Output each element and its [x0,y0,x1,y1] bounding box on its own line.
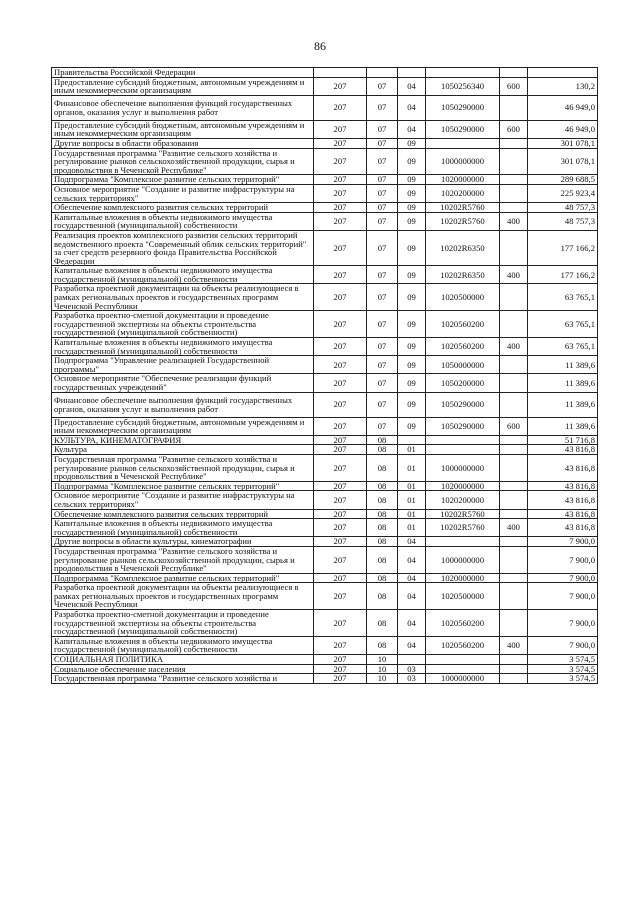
table-row [52,519,598,537]
row-expense-type [500,138,528,148]
row-section: 08 [367,546,398,573]
row-target-article [426,138,500,148]
row-subsection: 01 [398,445,426,455]
row-expense-type [500,356,528,374]
row-target-article: 10202R5760 [426,203,500,213]
row-subsection: 09 [398,230,426,265]
row-ved: 207 [314,546,367,573]
row-subsection: 09 [398,374,426,392]
row-ved: 207 [314,284,367,311]
table-row [52,435,598,445]
table-row [52,148,598,175]
row-subsection: 04 [398,120,426,138]
row-target-article: 1000000000 [426,674,500,684]
row-subsection: 09 [398,184,426,202]
row-expense-type: 400 [500,266,528,284]
row-name: Государственная программа "Развитие сельского хозяйства и регулирование рынков сельскохозяйственной продукции, сырья и продовольствия в Чеченской Республике" [52,454,314,481]
row-ved: 207 [314,445,367,455]
row-amount: 63 765,1 [528,311,598,338]
row-ved [314,68,367,78]
row-target-article: 1050290000 [426,417,500,435]
row-expense-type [500,68,528,78]
row-amount: 289 688,5 [528,175,598,185]
table-row [52,311,598,338]
row-expense-type [500,203,528,213]
row-ved: 207 [314,95,367,120]
row-ved: 207 [314,148,367,175]
row-ved: 207 [314,674,367,684]
row-subsection: 04 [398,573,426,583]
row-target-article: 1050290000 [426,392,500,417]
row-name: Реализация проектов комплексного развития сельских территорий ведомственного проекта "Современный облик сельских территорий" за счет средств резервного фонда Правительства Российской Федерации [52,230,314,265]
row-section: 08 [367,435,398,445]
row-name: Обеспечение комплексного развития сельских территорий [52,509,314,519]
row-target-article: 1020000000 [426,175,500,185]
table-row [52,120,598,138]
row-expense-type: 600 [500,77,528,95]
table-row [52,138,598,148]
row-subsection: 09 [398,175,426,185]
row-target-article: 10202R6350 [426,266,500,284]
row-ved: 207 [314,120,367,138]
row-target-article: 1020200000 [426,491,500,509]
row-name: Разработка проектной документации на объекты реализующиеся в рамках региональных проектов и государственных программ Чеченской Республики [52,583,314,610]
table-row [52,417,598,435]
row-name: КУЛЬТУРА, КИНЕМАТОГРАФИЯ [52,435,314,445]
row-name: Государственная программа "Развитие сельского хозяйства и [52,674,314,684]
row-subsection [398,435,426,445]
table-row [52,374,598,392]
row-subsection: 04 [398,636,426,654]
row-expense-type [500,491,528,509]
row-target-article: 1050290000 [426,95,500,120]
row-ved: 207 [314,374,367,392]
row-name: Государственная программа "Развитие сельского хозяйства и регулирование рынков сельскохозяйственной продукции, сырья и продовольствия в Чеченской Республике" [52,148,314,175]
row-name: Подпрограмма "Комплексное развитие сельских территорий" [52,573,314,583]
row-target-article [426,664,500,674]
row-amount: 11 389,6 [528,374,598,392]
row-name: Подпрограмма "Управление реализацией Государственной программы" [52,356,314,374]
table-row [52,655,598,665]
row-expense-type [500,148,528,175]
row-expense-type [500,537,528,547]
row-amount: 7 900,0 [528,583,598,610]
row-amount: 11 389,6 [528,392,598,417]
table-body [52,68,598,684]
row-amount: 7 900,0 [528,537,598,547]
row-subsection: 04 [398,537,426,547]
row-name: Финансовое обеспечение выполнения функций государственных органов, оказания услуг и выполнения работ [52,95,314,120]
row-expense-type [500,230,528,265]
row-section: 07 [367,230,398,265]
row-ved: 207 [314,454,367,481]
row-expense-type [500,284,528,311]
row-target-article: 1000000000 [426,148,500,175]
row-ved: 207 [314,417,367,435]
row-target-article: 10202R6350 [426,230,500,265]
row-name: Разработка проектно-сметной документации и проведение государственной экспертизы на объекты строительства государственной (муниципальной собственности) [52,311,314,338]
row-subsection: 09 [398,392,426,417]
row-ved: 207 [314,435,367,445]
row-name: Капитальные вложения в объекты недвижимого имущества государственной (муниципальной) собственности [52,519,314,537]
row-expense-type [500,664,528,674]
row-ved: 207 [314,573,367,583]
row-expense-type [500,610,528,637]
row-section: 10 [367,655,398,665]
row-ved: 207 [314,311,367,338]
row-section: 08 [367,573,398,583]
row-expense-type [500,435,528,445]
row-section: 07 [367,95,398,120]
row-name: Разработка проектно-сметной документации и проведение государственной экспертизы на объекты строительства государственной (муниципальной собственности) [52,610,314,637]
row-amount: 63 765,1 [528,284,598,311]
table-row [52,481,598,491]
row-section [367,68,398,78]
row-section: 08 [367,537,398,547]
table-row [52,509,598,519]
row-name: Основное мероприятие "Обеспечение реализации функций государственных учреждений" [52,374,314,392]
row-ved: 207 [314,203,367,213]
row-target-article: 10202R5760 [426,212,500,230]
row-ved: 207 [314,184,367,202]
row-subsection: 04 [398,95,426,120]
row-subsection: 03 [398,664,426,674]
table-row [52,212,598,230]
row-expense-type [500,573,528,583]
row-section: 07 [367,77,398,95]
row-amount: 46 949,0 [528,120,598,138]
row-ved: 207 [314,636,367,654]
table-row [52,230,598,265]
row-name: Капитальные вложения в объекты недвижимого имущества государственной (муниципальной) собственности [52,636,314,654]
row-section: 08 [367,481,398,491]
row-section: 08 [367,636,398,654]
row-name: Капитальные вложения в объекты недвижимого имущества государственной (муниципальной) собственности [52,212,314,230]
row-amount: 7 900,0 [528,546,598,573]
row-name: Обеспечение комплексного развития сельских территорий [52,203,314,213]
row-target-article: 1020200000 [426,184,500,202]
row-name: Другие вопросы в области культуры, кинематографии [52,537,314,547]
row-section: 07 [367,311,398,338]
row-amount: 63 765,1 [528,338,598,356]
table-row [52,537,598,547]
row-ved: 207 [314,266,367,284]
row-target-article [426,655,500,665]
row-target-article: 1020560200 [426,610,500,637]
table-row [52,266,598,284]
row-expense-type [500,374,528,392]
row-expense-type: 600 [500,417,528,435]
row-section: 07 [367,148,398,175]
row-subsection: 09 [398,356,426,374]
row-subsection: 03 [398,674,426,684]
row-section: 07 [367,184,398,202]
row-target-article: 1020560200 [426,311,500,338]
row-expense-type [500,175,528,185]
row-target-article: 1020000000 [426,481,500,491]
table-row [52,573,598,583]
page-number: 86 [314,39,326,53]
row-ved: 207 [314,509,367,519]
row-target-article: 1050290000 [426,120,500,138]
row-subsection: 04 [398,583,426,610]
row-name: Государственная программа "Развитие сельского хозяйства и регулирование рынков сельскохозяйственной продукции, сырья и продовольствия в Чеченской Республике" [52,546,314,573]
row-section: 08 [367,454,398,481]
row-ved: 207 [314,491,367,509]
row-ved: 207 [314,230,367,265]
row-ved: 207 [314,356,367,374]
row-expense-type: 400 [500,338,528,356]
row-ved: 207 [314,655,367,665]
row-section: 07 [367,138,398,148]
row-section: 07 [367,266,398,284]
row-subsection: 09 [398,284,426,311]
row-name: Социальное обеспечение населения [52,664,314,674]
row-amount: 48 757,3 [528,203,598,213]
row-section: 07 [367,392,398,417]
row-name: Другие вопросы в области образования [52,138,314,148]
row-target-article: 10202R5760 [426,519,500,537]
row-ved: 207 [314,583,367,610]
row-ved: 207 [314,175,367,185]
row-amount: 7 900,0 [528,573,598,583]
row-section: 07 [367,356,398,374]
table-row [52,203,598,213]
row-subsection: 01 [398,481,426,491]
row-amount: 48 757,3 [528,212,598,230]
row-subsection: 01 [398,454,426,481]
table-row [52,445,598,455]
row-expense-type [500,95,528,120]
table-row [52,583,598,610]
row-ved: 207 [314,537,367,547]
row-subsection: 09 [398,138,426,148]
row-section: 10 [367,674,398,684]
table-row [52,392,598,417]
row-section: 07 [367,374,398,392]
row-amount: 43 816,8 [528,445,598,455]
row-name: Предоставление субсидий бюджетным, автономным учреждениям и иным некоммерческим организациям [52,77,314,95]
row-subsection: 04 [398,610,426,637]
row-name: Культура [52,445,314,455]
row-target-article [426,435,500,445]
row-target-article: 1020000000 [426,573,500,583]
row-subsection: 01 [398,509,426,519]
row-expense-type: 400 [500,212,528,230]
row-section: 07 [367,417,398,435]
row-amount: 43 816,8 [528,481,598,491]
row-amount: 3 574,5 [528,655,598,665]
row-section: 07 [367,175,398,185]
row-subsection [398,655,426,665]
row-expense-type [500,583,528,610]
table-row [52,175,598,185]
row-ved: 207 [314,610,367,637]
row-target-article [426,537,500,547]
table-row [52,338,598,356]
budget-table [51,67,598,684]
row-expense-type [500,184,528,202]
table-row [52,356,598,374]
row-name: Разработка проектной документации на объекты реализующиеся в рамках региональных проектов и государственных программ Чеченской Республики [52,284,314,311]
table-row [52,664,598,674]
row-section: 08 [367,519,398,537]
row-expense-type: 400 [500,519,528,537]
row-name: Предоставление субсидий бюджетным, автономным учреждениям и иным некоммерческим организациям [52,417,314,435]
row-subsection: 09 [398,311,426,338]
row-ved: 207 [314,481,367,491]
row-amount: 43 816,8 [528,509,598,519]
row-name: Подпрограмма "Комплексное развитие сельских территорий" [52,481,314,491]
row-subsection: 09 [398,148,426,175]
row-target-article: 1020560200 [426,636,500,654]
row-amount: 11 389,6 [528,356,598,374]
row-expense-type: 400 [500,636,528,654]
row-subsection: 09 [398,203,426,213]
row-target-article: 10202R5760 [426,509,500,519]
row-amount: 177 166,2 [528,266,598,284]
row-target-article: 1020500000 [426,583,500,610]
table-row [52,95,598,120]
row-amount: 43 816,8 [528,491,598,509]
row-expense-type: 600 [500,120,528,138]
row-amount: 301 078,1 [528,148,598,175]
row-target-article: 1000000000 [426,546,500,573]
row-target-article: 1050000000 [426,356,500,374]
row-subsection: 09 [398,338,426,356]
row-ved: 207 [314,77,367,95]
row-name: Основное мероприятие "Создание и развитие инфраструктуры на сельских территориях" [52,184,314,202]
row-section: 08 [367,610,398,637]
row-name: Капитальные вложения в объекты недвижимого имущества государственной (муниципальной) собственности [52,266,314,284]
row-amount: 225 923,4 [528,184,598,202]
table-row [52,610,598,637]
table-row [52,491,598,509]
row-target-article [426,68,500,78]
row-amount: 7 900,0 [528,636,598,654]
table-row [52,636,598,654]
row-target-article: 1020500000 [426,284,500,311]
row-expense-type [500,509,528,519]
row-target-article: 1050256340 [426,77,500,95]
row-ved: 207 [314,338,367,356]
row-ved: 207 [314,392,367,417]
row-expense-type [500,481,528,491]
row-expense-type [500,445,528,455]
row-name: Правительства Российской Федерации [52,68,314,78]
table-row [52,674,598,684]
row-section: 10 [367,664,398,674]
row-expense-type [500,454,528,481]
row-target-article: 1050200000 [426,374,500,392]
table-row [52,184,598,202]
table-row [52,77,598,95]
row-subsection: 01 [398,491,426,509]
row-name: СОЦИАЛЬНАЯ ПОЛИТИКА [52,655,314,665]
row-subsection: 09 [398,266,426,284]
row-amount: 51 716,8 [528,435,598,445]
row-expense-type [500,655,528,665]
table-row [52,68,598,78]
row-ved: 207 [314,519,367,537]
row-section: 08 [367,445,398,455]
row-target-article: 1020560200 [426,338,500,356]
row-ved: 207 [314,664,367,674]
row-subsection: 04 [398,546,426,573]
row-name: Капитальные вложения в объекты недвижимого имущества государственной (муниципальной) собственности [52,338,314,356]
row-amount: 11 389,6 [528,417,598,435]
row-amount: 130,2 [528,77,598,95]
row-name: Предоставление субсидий бюджетным, автономным учреждениям и иным некоммерческим организациям [52,120,314,138]
row-amount: 46 949,0 [528,95,598,120]
row-target-article: 1000000000 [426,454,500,481]
row-section: 07 [367,203,398,213]
row-section: 08 [367,583,398,610]
row-section: 08 [367,509,398,519]
row-section: 07 [367,120,398,138]
row-subsection [398,68,426,78]
row-section: 08 [367,491,398,509]
row-amount: 7 900,0 [528,610,598,637]
row-amount: 177 166,2 [528,230,598,265]
row-name: Финансовое обеспечение выполнения функций государственных органов, оказания услуг и выполнения работ [52,392,314,417]
row-amount: 43 816,8 [528,519,598,537]
row-target-article [426,445,500,455]
table-row [52,454,598,481]
row-ved: 207 [314,212,367,230]
row-amount: 3 574,5 [528,674,598,684]
row-amount: 43 816,8 [528,454,598,481]
row-amount: 301 078,1 [528,138,598,148]
row-name: Подпрограмма "Комплексное развитие сельских территорий" [52,175,314,185]
row-amount: 3 574,5 [528,664,598,674]
row-expense-type [500,546,528,573]
row-subsection: 04 [398,77,426,95]
row-ved: 207 [314,138,367,148]
row-subsection: 09 [398,212,426,230]
row-subsection: 09 [398,417,426,435]
row-subsection: 01 [398,519,426,537]
table-row [52,284,598,311]
row-expense-type [500,674,528,684]
row-name: Основное мероприятие "Создание и развитие инфраструктуры на сельских территориях" [52,491,314,509]
row-expense-type [500,311,528,338]
row-section: 07 [367,212,398,230]
row-section: 07 [367,338,398,356]
table-row [52,546,598,573]
row-amount [528,68,598,78]
row-expense-type [500,392,528,417]
row-section: 07 [367,284,398,311]
